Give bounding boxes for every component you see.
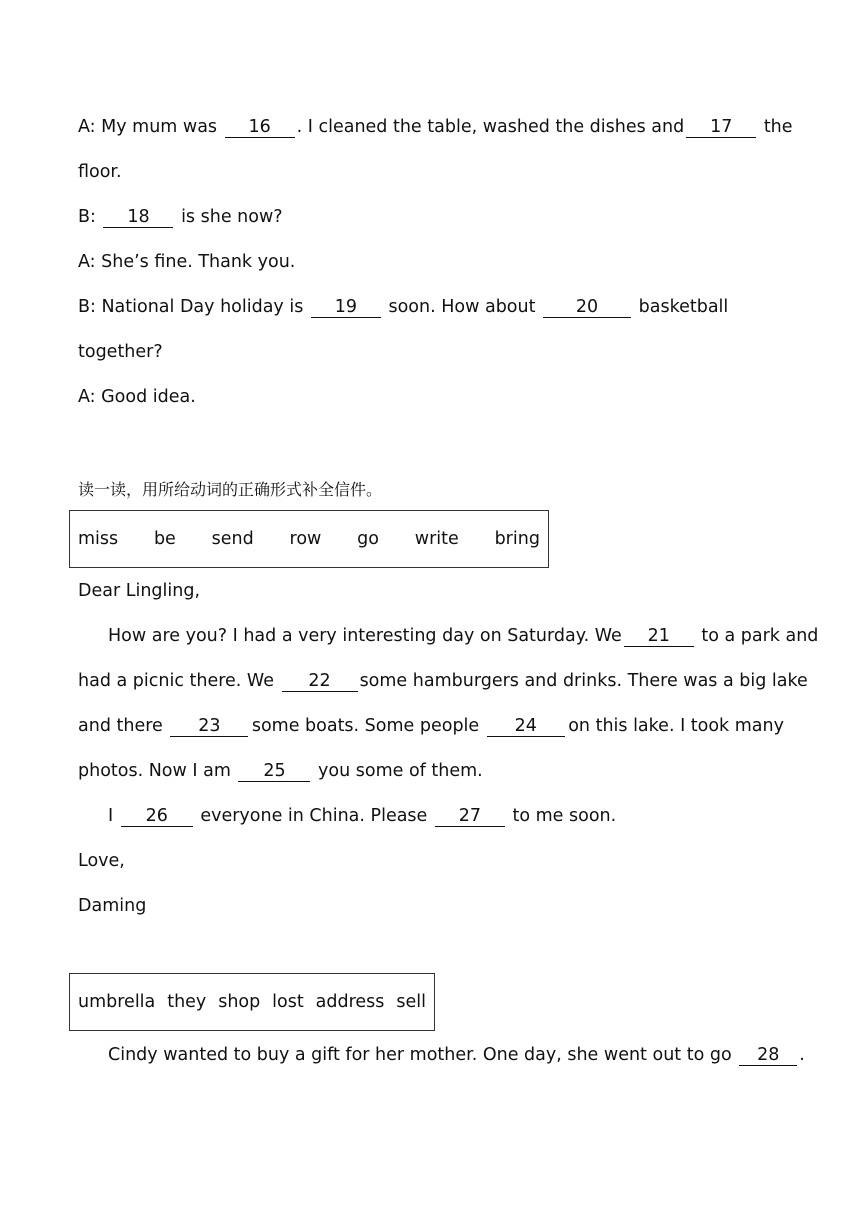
word-bank-item: row bbox=[289, 529, 322, 549]
text: to a park and bbox=[701, 626, 819, 646]
dialogue-line-6: together? bbox=[78, 342, 163, 362]
letter-line-4 bbox=[78, 760, 483, 782]
text: basketball bbox=[638, 297, 729, 317]
text: on this lake. I took many bbox=[568, 716, 784, 736]
dialogue-line-4: A: She’s fine. Thank you. bbox=[78, 252, 296, 272]
blank-16[interactable]: 16 bbox=[225, 117, 295, 138]
letter-signature: Daming bbox=[78, 896, 147, 916]
blank-20[interactable]: 20 bbox=[543, 297, 631, 318]
word-bank-item: be bbox=[153, 529, 176, 549]
blank-18[interactable]: 18 bbox=[103, 207, 173, 228]
word-bank-item: go bbox=[357, 529, 379, 549]
dialogue-line-2: floor. bbox=[78, 162, 122, 182]
word-bank-item: miss bbox=[78, 529, 119, 549]
text: . bbox=[799, 1045, 805, 1065]
text: photos. Now I am bbox=[78, 761, 231, 781]
blank-19[interactable]: 19 bbox=[311, 297, 381, 318]
blank-24[interactable]: 24 bbox=[487, 716, 565, 737]
text: and there bbox=[78, 716, 163, 736]
letter-line-1 bbox=[108, 625, 819, 647]
text: A: My mum was bbox=[78, 117, 218, 137]
blank-25[interactable]: 25 bbox=[238, 761, 310, 782]
blank-22[interactable]: 22 bbox=[282, 671, 358, 692]
text: to me soon. bbox=[512, 806, 617, 826]
letter-greeting: Dear Lingling, bbox=[78, 581, 201, 601]
word-bank-item: shop bbox=[218, 992, 261, 1012]
word-bank-nouns bbox=[69, 973, 435, 1031]
text: the bbox=[763, 117, 793, 137]
word-bank-item: sell bbox=[396, 992, 426, 1012]
letter-line-5 bbox=[108, 805, 616, 827]
text: Cindy wanted to buy a gift for her mother. One day, she went out to go bbox=[108, 1045, 732, 1065]
dialogue-line-1 bbox=[78, 116, 793, 138]
text: some boats. Some people bbox=[251, 716, 480, 736]
text: you some of them. bbox=[318, 761, 483, 781]
letter-closing: Love, bbox=[78, 851, 125, 871]
word-bank-verbs bbox=[69, 510, 549, 568]
letter-line-3 bbox=[78, 715, 784, 737]
text: . I cleaned the table, washed the dishes and bbox=[296, 117, 685, 137]
word-bank-item: they bbox=[167, 992, 207, 1012]
word-bank-item: send bbox=[211, 529, 254, 549]
blank-27[interactable]: 27 bbox=[435, 806, 505, 827]
text: How are you? I had a very interesting day on Saturday. We bbox=[108, 626, 622, 646]
word-bank-item: lost bbox=[272, 992, 304, 1012]
text: B: bbox=[78, 207, 96, 227]
text: some hamburgers and drinks. There was a big lake bbox=[359, 671, 808, 691]
word-bank-item: bring bbox=[494, 529, 540, 549]
text: everyone in China. Please bbox=[200, 806, 428, 826]
dialogue-line-7: A: Good idea. bbox=[78, 387, 196, 407]
text: I bbox=[108, 806, 114, 826]
dialogue-line-3 bbox=[78, 206, 283, 228]
text: soon. How about bbox=[388, 297, 536, 317]
text: B: National Day holiday is bbox=[78, 297, 304, 317]
blank-17[interactable]: 17 bbox=[686, 117, 756, 138]
letter-line-2 bbox=[78, 670, 808, 692]
text: had a picnic there. We bbox=[78, 671, 274, 691]
word-bank-item: address bbox=[315, 992, 385, 1012]
section-instruction: 读一读，用所给动词的正确形式补全信件。 bbox=[78, 480, 383, 499]
blank-21[interactable]: 21 bbox=[624, 626, 694, 647]
text: is she now? bbox=[181, 207, 283, 227]
blank-23[interactable]: 23 bbox=[170, 716, 248, 737]
passage-line-1 bbox=[108, 1044, 805, 1066]
word-bank-item: write bbox=[414, 529, 459, 549]
word-bank-item: umbrella bbox=[78, 992, 156, 1012]
blank-26[interactable]: 26 bbox=[121, 806, 193, 827]
dialogue-line-5 bbox=[78, 296, 728, 318]
blank-28[interactable]: 28 bbox=[739, 1045, 797, 1066]
